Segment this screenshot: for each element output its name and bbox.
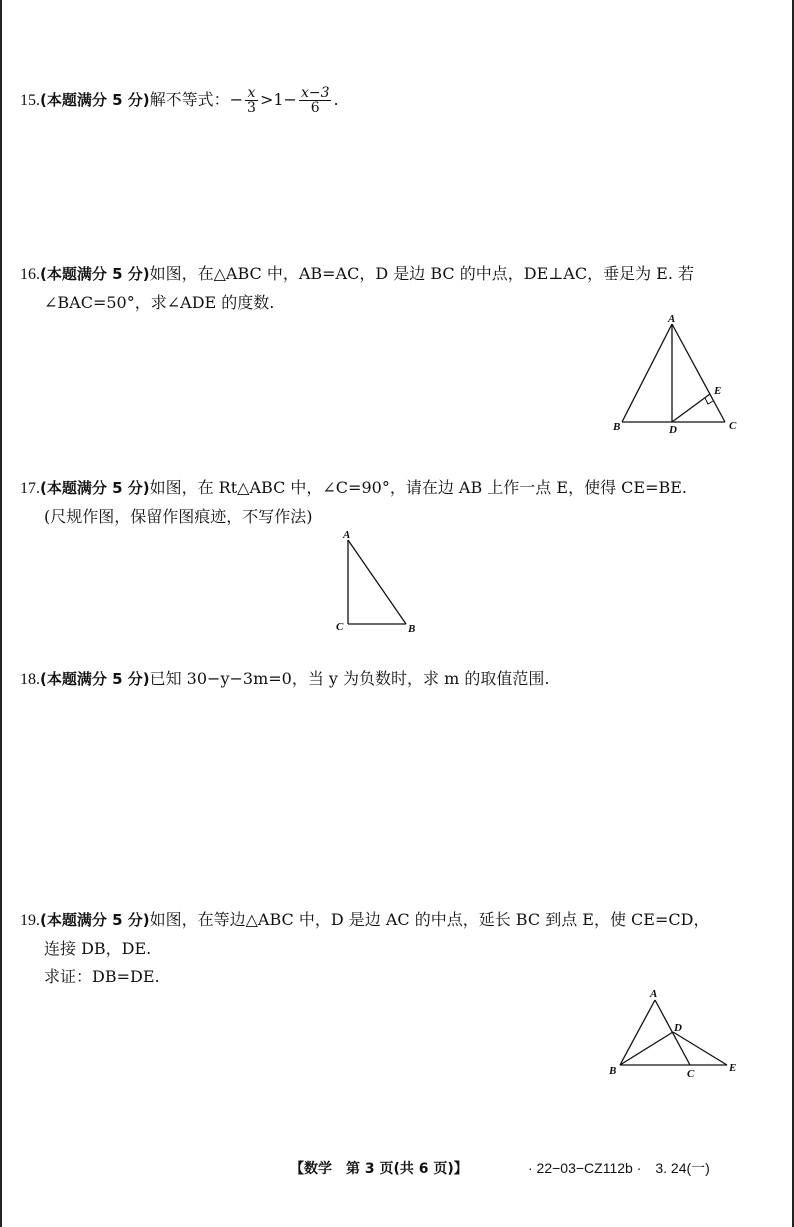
question-text: 解不等式： (149, 90, 230, 109)
question-text-line1: 如图，在 Rt△ABC 中，∠C=90°，请在边 AB 上作一点 E，使得 CE=BE. (149, 478, 688, 497)
label-a: A (343, 529, 351, 541)
question-text-line1: 如图，在等边△ABC 中，D 是边 AC 的中点，延长 BC 到点 E，使 CE=CD， (149, 910, 710, 929)
question-18 (20, 665, 549, 694)
figure-q17-right-triangle (330, 528, 425, 638)
fraction-denominator: 3 (247, 100, 256, 116)
question-text-line2: ∠BAC=50°，求∠ADE 的度数. (44, 293, 275, 312)
question-number: 19. (20, 912, 40, 929)
label-c: C (336, 621, 344, 633)
question-text-line2: (尺规作图，保留作图痕迹，不写作法) (44, 507, 313, 526)
fraction-x-over-3 (245, 86, 258, 115)
label-b: B (609, 1065, 617, 1077)
question-points: (本题满分 5 分) (40, 479, 150, 497)
minus-sign: − (229, 90, 244, 109)
footer-exam-code: · 22−03−CZ112b · 3. 24(一) (528, 1160, 710, 1176)
segment-ac (672, 324, 725, 422)
label-b: B (408, 623, 416, 635)
fraction-x-minus-3-over-6 (299, 86, 332, 115)
question-points: (本题满分 5 分) (40, 670, 150, 688)
question-text-line2: 连接 DB，DE. (44, 939, 152, 958)
question-number: 17. (20, 480, 40, 497)
question-text: 已知 30−y−3m=0，当 y 为负数时，求 m 的取值范围. (149, 669, 550, 688)
question-text-line3: 求证：DB=DE. (44, 967, 160, 986)
segment-ab (348, 540, 406, 624)
question-points: (本题满分 5 分) (40, 265, 150, 283)
question-text-line1: 如图，在△ABC 中，AB=AC，D 是边 BC 的中点，DE⊥AC，垂足为 E. 若 (149, 264, 695, 283)
label-a: A (650, 988, 658, 1000)
question-end: . (333, 90, 339, 109)
figure-q19-equilateral-triangle (605, 985, 745, 1080)
question-17 (20, 474, 687, 531)
label-c: C (729, 420, 737, 432)
question-number: 18. (20, 671, 40, 688)
fraction-numerator: x−3 (300, 85, 330, 101)
question-16 (20, 260, 694, 317)
label-a: A (668, 313, 676, 325)
segment-ab (622, 324, 672, 422)
label-c: C (687, 1068, 695, 1080)
question-points: (本题满分 5 分) (40, 911, 150, 929)
segment-ab (620, 1000, 655, 1065)
question-points: (本题满分 5 分) (40, 91, 150, 109)
page-border-left (0, 0, 2, 1227)
question-19 (20, 906, 709, 991)
question-number: 15. (20, 92, 40, 109)
label-e: E (714, 385, 722, 397)
fraction-numerator: x (245, 86, 258, 101)
fraction-denominator: 6 (310, 100, 320, 116)
segment-db (620, 1032, 673, 1065)
figure-q16-triangle (605, 312, 745, 437)
question-number: 16. (20, 266, 40, 283)
label-d: D (674, 1022, 682, 1034)
greater-than-expression: >1− (259, 90, 297, 109)
segment-de (672, 394, 710, 422)
question-15 (20, 86, 339, 115)
label-d: D (669, 424, 677, 436)
footer-page-info: 【数学 第 3 页(共 6 页)】 (290, 1161, 468, 1177)
label-e: E (729, 1062, 737, 1074)
label-b: B (613, 421, 621, 433)
